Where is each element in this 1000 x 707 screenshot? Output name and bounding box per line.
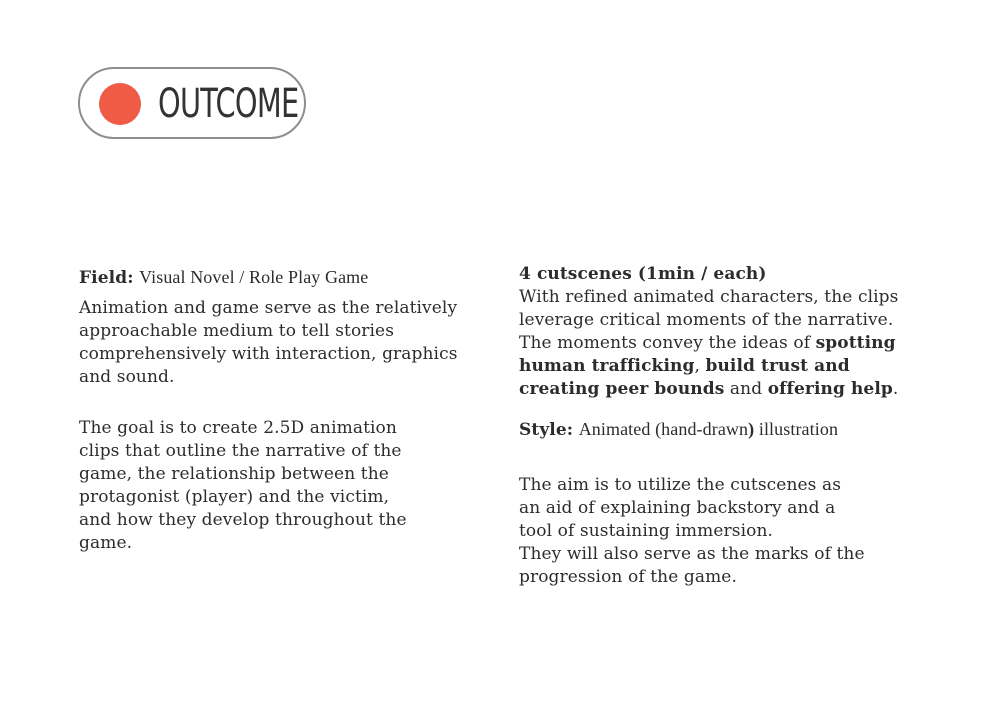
text-line: tool of sustaining immersion. <box>519 521 774 541</box>
text-line: They will also serve as the marks of the <box>519 544 865 564</box>
style-line <box>519 418 959 442</box>
text-segment: ) <box>748 419 755 439</box>
field-value: Visual Novel / Role Play Game <box>139 267 369 287</box>
text-segment: , <box>694 356 706 376</box>
left-column <box>79 266 499 555</box>
text-segment: Animated (hand-drawn <box>578 419 749 439</box>
text-line <box>519 355 959 378</box>
cutscenes-paragraph <box>519 263 959 401</box>
right-column <box>519 263 959 589</box>
bold-phrase: human trafficking <box>519 356 695 376</box>
text-line: Animation and game serve as the relatively <box>79 298 458 318</box>
bold-phrase: offering help <box>767 379 893 399</box>
intro-paragraph <box>79 297 499 389</box>
text-line: and how they develop throughout the <box>79 510 407 530</box>
text-segment: . <box>892 379 899 399</box>
text-line: approachable medium to tell stories <box>79 321 395 341</box>
bold-phrase: spotting <box>815 333 896 353</box>
text-line: comprehensively with interaction, graphics <box>79 344 458 364</box>
field-label: Field: <box>79 268 134 288</box>
text-line: game. <box>79 533 133 553</box>
text-line: The aim is to utilize the cutscenes as <box>519 475 842 495</box>
text-line: progression of the game. <box>519 567 737 587</box>
text-line: With refined animated characters, the clips <box>519 287 899 307</box>
text-segment: and <box>724 379 768 399</box>
text-line: protagonist (player) and the victim, <box>79 487 390 507</box>
red-dot-icon <box>99 83 141 125</box>
text-line: game, the relationship between the <box>79 464 389 484</box>
bold-phrase: build trust and <box>705 356 850 376</box>
bold-phrase: creating peer bounds <box>519 379 725 399</box>
outcome-badge <box>78 67 306 139</box>
goal-paragraph <box>79 417 499 555</box>
style-label: Style: <box>519 420 574 440</box>
text-line <box>519 378 959 401</box>
text-line: clips that outline the narrative of the <box>79 441 402 461</box>
text-line: leverage critical moments of the narrative. <box>519 310 894 330</box>
text-segment: illustration <box>754 419 839 439</box>
aim-paragraph <box>519 474 959 589</box>
text-line <box>519 332 959 355</box>
field-line <box>79 266 499 290</box>
text-line: The goal is to create 2.5D animation <box>79 418 397 438</box>
style-value <box>579 419 838 439</box>
cutscenes-heading: 4 cutscenes (1min / each) <box>519 264 767 284</box>
text-segment: The moments convey the ideas of <box>519 333 816 353</box>
text-line: an aid of explaining backstory and a <box>519 498 836 518</box>
text-line: and sound. <box>79 367 175 387</box>
badge-title: OUTCOME <box>158 81 299 127</box>
